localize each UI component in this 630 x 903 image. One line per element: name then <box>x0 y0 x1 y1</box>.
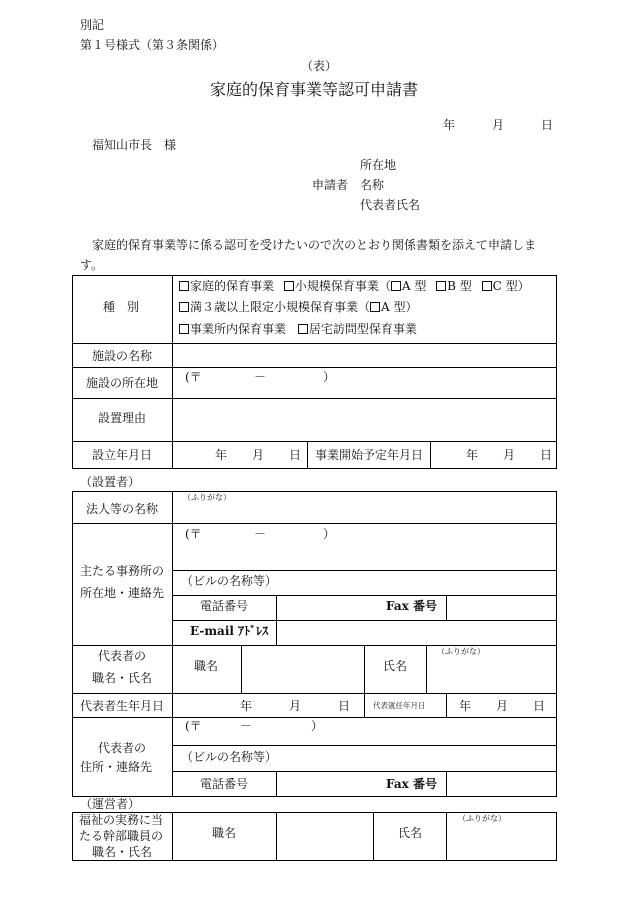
checkbox-type-c[interactable] <box>482 281 492 291</box>
operator-label-line-1: 福祉の実務に当 <box>79 813 164 827</box>
appoint-month: 月 <box>496 699 509 713</box>
applicant-representative-label: 代表者氏名 <box>360 198 421 212</box>
facility-postal-open: (〒 <box>185 370 202 384</box>
established-date-label: 設立年月日 <box>92 448 153 462</box>
option-home-childcare: 家庭的保育事業 <box>190 279 275 293</box>
office-label-line-1: 主たる事務所の <box>80 564 165 578</box>
checkbox-home-visit-childcare[interactable] <box>298 324 308 334</box>
checkbox-workplace-childcare[interactable] <box>179 324 189 334</box>
intro-line-2: す。 <box>80 258 104 272</box>
start-day: 日 <box>540 448 553 462</box>
office-fax-label: Fax 番号 <box>386 599 437 613</box>
rep-label-line-2: 職名・氏名 <box>92 671 153 685</box>
reason-label: 設置理由 <box>98 411 147 425</box>
rep-address-label-line-1: 代表者の <box>98 741 147 755</box>
option-type-b: B 型 <box>447 279 472 293</box>
rep-postal-dash: － <box>240 719 253 733</box>
facility-postal-dash: － <box>254 370 267 384</box>
type-options-row-2 <box>179 300 418 314</box>
start-date-label: 事業開始予定年月日 <box>315 448 424 462</box>
corp-name-label: 法人等の名称 <box>86 502 159 516</box>
start-month: 月 <box>503 448 516 462</box>
option-over3-type-a: A 型） <box>381 300 418 314</box>
date-year: 年 <box>443 118 456 132</box>
applicant-name-label: 名称 <box>360 178 385 192</box>
appendix-label: 別記 <box>80 18 105 32</box>
est-month: 月 <box>252 448 265 462</box>
facility-address-label: 施設の所在地 <box>86 376 159 390</box>
rep-phone-label: 電話番号 <box>200 777 249 791</box>
rep-furigana-label: （ふりがな） <box>437 647 485 656</box>
operator-name-label: 氏名 <box>398 826 423 840</box>
operator-section-label: （運営者） <box>80 797 141 811</box>
rep-label-line-1: 代表者の <box>98 649 147 663</box>
checkbox-over3-small-childcare[interactable] <box>179 302 189 312</box>
birth-day: 日 <box>338 699 351 713</box>
corp-furigana-label: （ふりがな） <box>183 493 231 502</box>
option-over3-small-childcare: 満３歳以上限定小規模保育事業（ <box>190 300 371 314</box>
rep-postal-open: (〒 <box>185 719 202 733</box>
form-number: 第１号様式（第３条関係） <box>80 38 225 52</box>
founder-section-label: （設置者） <box>80 475 141 489</box>
option-home-visit-childcare: 居宅訪問型保育事業 <box>308 322 417 336</box>
rep-job-label: 職名 <box>194 659 219 673</box>
operator-label-line-3: 職名・氏名 <box>92 845 153 859</box>
start-year: 年 <box>466 448 479 462</box>
date-day: 日 <box>541 118 554 132</box>
addressee: 福知山市長 様 <box>92 138 177 152</box>
est-day: 日 <box>289 448 302 462</box>
option-type-a: A 型 <box>401 279 427 293</box>
operator-label-line-2: たる幹部職員の <box>79 829 164 843</box>
est-year: 年 <box>215 448 228 462</box>
office-postal-dash: － <box>254 527 267 541</box>
applicant-label: 申請者 <box>312 178 349 192</box>
appoint-day: 日 <box>533 699 546 713</box>
rep-address-label-line-2: 住所・連絡先 <box>80 760 153 774</box>
rep-fax-label: Fax 番号 <box>386 777 437 791</box>
page-title: 家庭的保育事業等認可申請書 <box>210 80 419 99</box>
appointment-date-label: 代表就任年月日 <box>373 701 426 710</box>
office-email-label: E-mail ｱﾄﾞﾚｽ <box>190 624 269 638</box>
rep-name-label: 氏名 <box>383 659 408 673</box>
appoint-year: 年 <box>459 699 472 713</box>
rep-postal-close: ） <box>311 719 324 733</box>
checkbox-type-a[interactable] <box>391 281 401 291</box>
birth-year: 年 <box>240 699 253 713</box>
date-month: 月 <box>492 118 505 132</box>
office-postal-close: ） <box>323 527 336 541</box>
checkbox-type-b[interactable] <box>436 281 446 291</box>
type-options-row-1 <box>179 279 530 293</box>
checkbox-small-childcare[interactable] <box>284 281 294 291</box>
operator-job-label: 職名 <box>212 826 237 840</box>
office-postal-open: (〒 <box>185 527 202 541</box>
option-workplace-childcare: 事業所内保育事業 <box>190 322 287 336</box>
office-label-line-2: 所在地・連絡先 <box>80 586 165 600</box>
rep-building-label: （ビルの名称等） <box>181 750 278 764</box>
intro-line-1: 家庭的保育事業等に係る認可を受けたいので次のとおり関係書類を添えて申請しま <box>92 238 537 252</box>
birth-month: 月 <box>289 699 302 713</box>
checkbox-home-childcare[interactable] <box>179 281 189 291</box>
side-label: （表） <box>301 59 338 73</box>
facility-name-label: 施設の名称 <box>92 349 153 363</box>
office-building-label: （ビルの名称等） <box>181 574 278 588</box>
type-label: 種 別 <box>103 300 140 314</box>
option-small-childcare: 小規模保育事業（ <box>294 279 391 293</box>
type-options-row-3 <box>179 322 417 336</box>
rep-birth-label: 代表者生年月日 <box>80 699 165 713</box>
option-type-c: C 型） <box>492 279 530 293</box>
facility-postal-close: ） <box>323 370 336 384</box>
applicant-address-label: 所在地 <box>360 158 397 172</box>
office-phone-label: 電話番号 <box>200 599 249 613</box>
checkbox-over3-type-a[interactable] <box>370 302 380 312</box>
operator-furigana-label: （ふりがな） <box>458 814 506 823</box>
